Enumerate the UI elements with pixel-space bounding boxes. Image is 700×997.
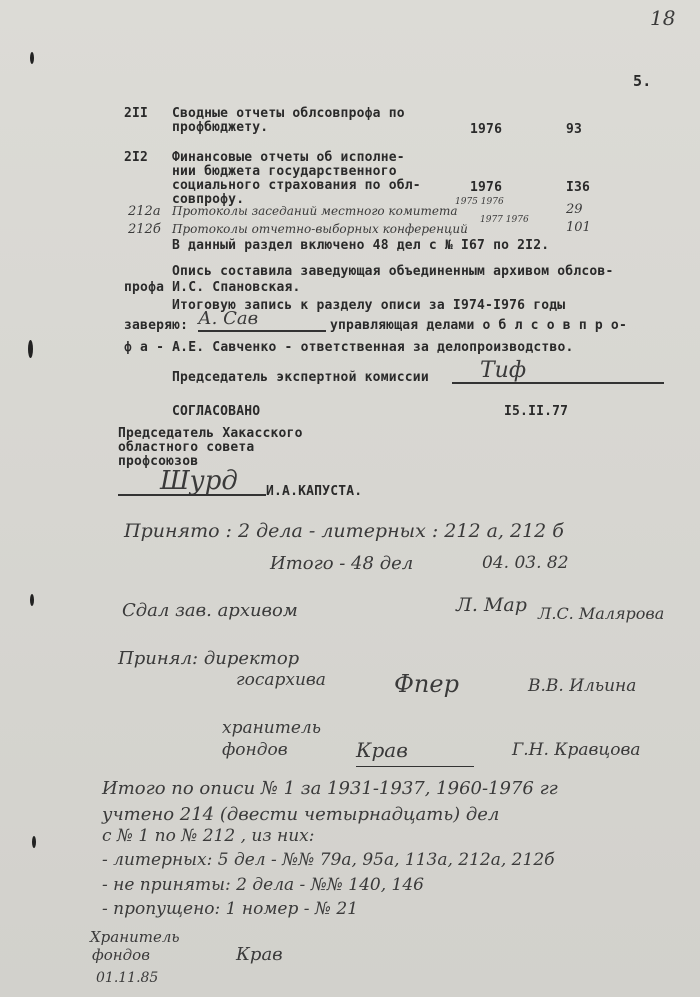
handed-over-signature: Л. Мар: [456, 594, 527, 616]
hw-entry-id: 212а: [128, 204, 161, 219]
hw-entry-years: 1975 1976: [455, 197, 504, 207]
council-text: Председатель Хакасского: [118, 426, 303, 441]
total-text: - литерных: 5 дел - №№ 79а, 95а, 113а, 212а, 212б: [102, 850, 555, 870]
hw-entry-pages: 29: [566, 202, 583, 217]
summary-line: В данный раздел включено 48 дел с № I67 по 2I2.: [172, 238, 550, 253]
total-text: - не приняты: 2 дела - №№ 140, 146: [102, 875, 424, 895]
binding-mark: [30, 594, 34, 606]
hw-entry-id: 212б: [128, 222, 161, 237]
keeper-signature: Крав: [356, 738, 408, 762]
page-number: 5.: [633, 72, 652, 90]
keeper-label: фондов: [222, 740, 288, 760]
signature-line: [118, 494, 266, 496]
entry-title: профбюджету.: [172, 120, 269, 135]
entry-title: совпрофу.: [172, 192, 245, 207]
received-name: В.В. Ильина: [528, 676, 637, 696]
received-signature: Фпер: [394, 670, 459, 698]
binding-mark: [32, 836, 36, 848]
accepted-date: 04. 03. 82: [482, 553, 569, 573]
sheet-number: 18: [650, 6, 676, 30]
council-name: И.А.КАПУСТА.: [266, 484, 363, 499]
entry-title: Финансовые отчеты об исполне-: [172, 150, 405, 165]
total-text: учтено 214 (двести четырнадцать) дел: [102, 804, 500, 825]
entry-title: социального страхования по обл-: [172, 178, 421, 193]
approved-label: СОГЛАСОВАНО: [172, 404, 261, 419]
approved-date: I5.II.77: [504, 404, 569, 419]
entry-pages: I36: [566, 180, 591, 195]
total-text: - пропущено: 1 номер - № 21: [102, 899, 359, 919]
council-text: областного совета: [118, 440, 255, 455]
commission-signature: Тиф: [480, 358, 527, 383]
keeper-name: Г.Н. Кравцова: [512, 740, 641, 760]
accepted-total: Итого - 48 дел: [270, 553, 414, 574]
received-label: госархива: [236, 670, 326, 690]
final-date: 01.11.85: [96, 970, 159, 986]
entry-title: нии бюджета государственного: [172, 164, 397, 179]
signature-line: [452, 382, 664, 384]
final-keeper-label: Хранитель: [90, 928, 180, 946]
compiler-text: Опись составила заведующая объединенным архивом облсов-: [172, 264, 614, 279]
total-text: с № 1 по № 212 , из них:: [102, 826, 315, 846]
keeper-label: хранитель: [222, 718, 322, 738]
entry-id: 2II: [124, 106, 149, 121]
certify-text: заверяю:: [124, 318, 189, 333]
binding-mark: [30, 52, 34, 64]
hw-entry-title: Протоколы заседаний местного комитета: [172, 204, 458, 218]
certify-text: управляющая делами о б л с о в п р о-: [330, 318, 627, 333]
binding-mark: [28, 340, 33, 358]
entry-pages: 93: [566, 122, 583, 137]
hw-entry-title: Протоколы отчетно-выборных конференций: [172, 222, 468, 236]
certify-signature: А. Сав: [198, 308, 259, 329]
hw-entry-pages: 101: [566, 220, 591, 235]
council-text: профсоюзов: [118, 454, 199, 469]
handed-over-label: Сдал зав. архивом: [122, 600, 298, 621]
signature-line: [356, 766, 474, 767]
entry-year: 1976: [470, 122, 503, 137]
final-keeper-signature: Крав: [236, 944, 283, 965]
signature-line: [198, 330, 326, 332]
accepted-line: Принято : 2 дела - литерных : 212 а, 212 б: [124, 520, 564, 542]
compiler-text: профа И.С. Спановская.: [124, 280, 301, 295]
entry-id: 2I2: [124, 150, 149, 165]
received-label: Принял: директор: [118, 648, 300, 669]
total-text: Итого по описи № 1 за 1931-1937, 1960-1976 гг: [102, 778, 558, 799]
certify-text: ф а - А.Е. Савченко - ответственная за делопроизводство.: [124, 340, 574, 355]
entry-year: 1976: [470, 180, 503, 195]
commission-chair: Председатель экспертной комиссии: [172, 370, 429, 385]
final-keeper-label: фондов: [92, 946, 150, 964]
council-signature: Шурд: [160, 466, 238, 496]
hw-entry-years: 1977 1976: [480, 215, 529, 225]
certify-text: Итоговую запись к разделу описи за I974-I976 годы: [172, 298, 566, 313]
handed-over-name: Л.С. Малярова: [538, 604, 665, 623]
entry-title: Сводные отчеты облсовпрофа по: [172, 106, 405, 121]
